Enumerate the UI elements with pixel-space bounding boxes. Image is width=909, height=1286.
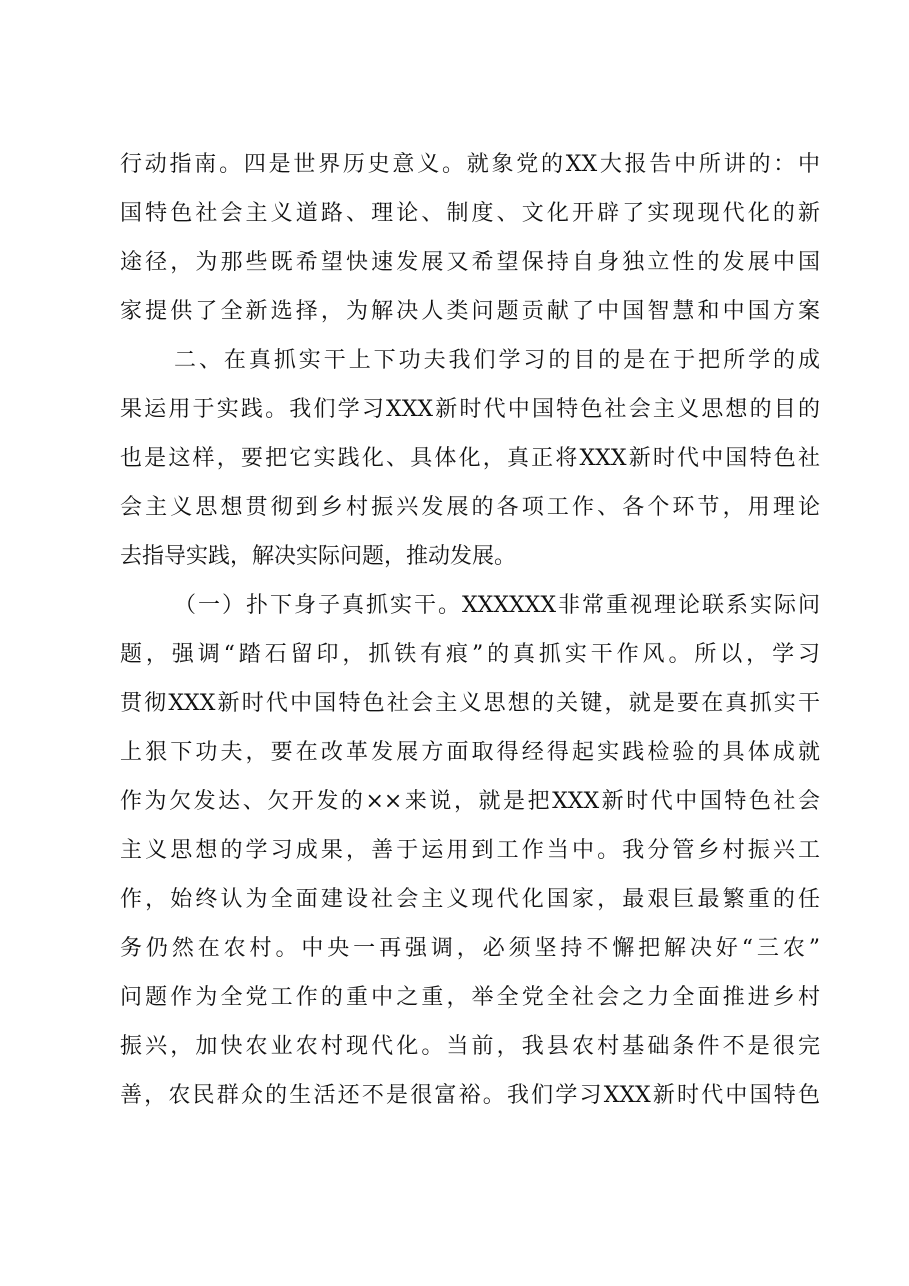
- text-line: 题，强调“踏石留印，抓铁有痕”的真抓实干作风。所以，学习: [120, 642, 820, 667]
- text-line: 途径，为那些既希望快速发展又希望保持自身独立性的发展中国: [120, 250, 820, 275]
- text-line: 作，始终认为全面建设社会主义现代化国家，最艰巨最繁重的任: [120, 887, 820, 912]
- text-line: 主义思想的学习成果，善于运用到工作当中。我分管乡村振兴工: [120, 838, 820, 863]
- text-line: 会主义思想贯彻到乡村振兴发展的各项工作、各个环节，用理论: [120, 495, 820, 520]
- text-line: 上狠下功夫，要在改革发展方面取得经得起实践检验的具体成就: [120, 740, 820, 765]
- text-line: 作为欠发达、欠开发的××来说，就是把XXX新时代中国特色社会: [120, 789, 820, 814]
- paragraph-3: [120, 581, 820, 1120]
- text-line: 去指导实践，解决实际问题，推动发展。: [120, 544, 517, 569]
- text-line: 务仍然在农村。中央一再强调，必须坚持不懈把解决好“三农”: [120, 936, 820, 961]
- text-line: 善，农民群众的生活还不是很富裕。我们学习XXX新时代中国特色: [120, 1083, 820, 1108]
- text-line: 果运用于实践。我们学习XXX新时代中国特色社会主义思想的目的: [120, 397, 820, 422]
- text-line: （一）扑下身子真抓实干。XXXXXX非常重视理论联系实际问: [174, 593, 820, 618]
- text-line: 行动指南。四是世界历史意义。就象党的XX大报告中所讲的：中: [120, 152, 820, 177]
- text-line: 问题作为全党工作的重中之重，举全党全社会之力全面推进乡村: [120, 985, 820, 1010]
- text-line: 也是这样，要把它实践化、具体化，真正将XXX新时代中国特色社: [120, 446, 820, 471]
- paragraph-1: [120, 140, 820, 336]
- text-line: 二、在真抓实干上下功夫我们学习的目的是在于把所学的成: [174, 348, 820, 373]
- document-body: [120, 140, 820, 1120]
- text-line: 国特色社会主义道路、理论、制度、文化开辟了实现现代化的新: [120, 201, 820, 226]
- text-line: 家提供了全新选择，为解决人类问题贡献了中国智慧和中国方案: [120, 299, 820, 324]
- text-line: 贯彻XXX新时代中国特色社会主义思想的关键，就是要在真抓实干: [120, 691, 820, 716]
- paragraph-2: [120, 336, 820, 581]
- text-line: 振兴，加快农业农村现代化。当前，我县农村基础条件不是很完: [120, 1034, 820, 1059]
